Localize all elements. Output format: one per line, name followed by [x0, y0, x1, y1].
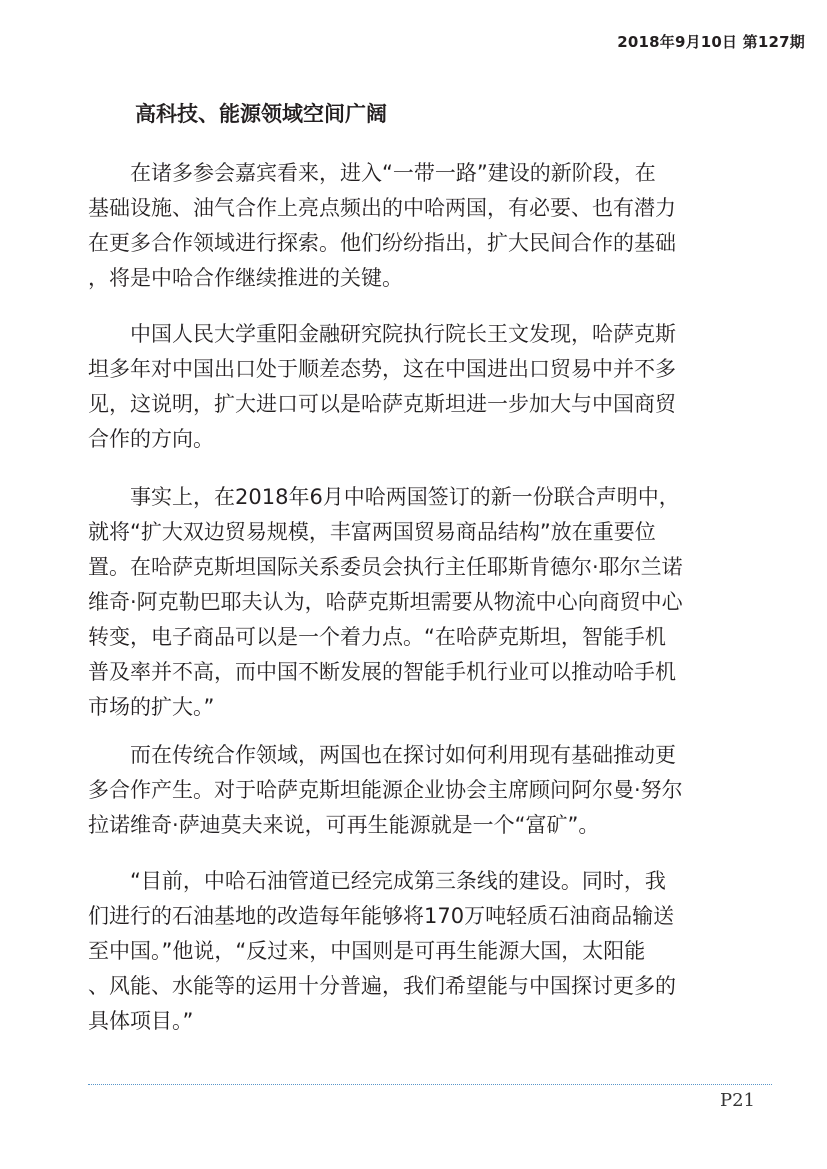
text-line: 维奇·阿克勒巴耶夫认为，哈萨克斯坦需要从物流中心向商贸中心 — [88, 590, 683, 614]
text-line: “目前，中哈石油管道已经完成第三条线的建设。同时，我 — [88, 869, 666, 893]
text-line: 在更多合作领域进行探索。他们纷纷指出，扩大民间合作的基础 — [88, 231, 676, 255]
text-line: 至中国。”他说，“反过来，中国则是可再生能源大国，太阳能 — [88, 939, 646, 963]
issue-date-label: 2018年9月10日 第127期 — [617, 33, 805, 51]
paragraph-5 — [88, 864, 748, 1039]
text-line: 多合作产生。对于哈萨克斯坦能源企业协会主席顾问阿尔曼·努尔 — [88, 778, 683, 802]
paragraph-3 — [88, 480, 748, 725]
paragraph-4 — [88, 738, 748, 843]
text-line: 转变，电子商品可以是一个着力点。“在哈萨克斯坦，智能手机 — [88, 625, 666, 649]
text-line: 见，这说明，扩大进口可以是哈萨克斯坦进一步加大与中国商贸 — [88, 392, 676, 416]
text-line: 们进行的石油基地的改造每年能够将170万吨轻质石油商品输送 — [88, 904, 675, 928]
paragraph-1 — [88, 156, 748, 296]
text-line: 在诸多参会嘉宾看来，进入“一带一路”建设的新阶段，在 — [88, 161, 656, 185]
text-line: 拉诺维奇·萨迪莫夫来说，可再生能源就是一个“富矿”。 — [88, 813, 600, 837]
text-line: 、风能、水能等的运用十分普遍，我们希望能与中国探讨更多的 — [88, 974, 676, 998]
paragraph-2 — [88, 317, 748, 457]
text-line: 就将“扩大双边贸易规模，丰富两国贸易商品结构”放在重要位 — [88, 520, 656, 544]
text-line: 而在传统合作领域，两国也在探讨如何利用现有基础推动更 — [88, 743, 676, 767]
footer-divider — [88, 1084, 772, 1085]
text-line: 置。在哈萨克斯坦国际关系委员会执行主任耶斯肯德尔·耶尔兰诺 — [88, 555, 683, 579]
text-line: 合作的方向。 — [88, 427, 214, 451]
section-title: 高科技、能源领域空间广阔 — [135, 102, 387, 126]
text-line: 具体项目。” — [88, 1009, 194, 1033]
text-line: 基础设施、油气合作上亮点频出的中哈两国，有必要、也有潜力 — [88, 196, 676, 220]
text-line: 坦多年对中国出口处于顺差态势，这在中国进出口贸易中并不多 — [88, 357, 676, 381]
text-line: ，将是中哈合作继续推进的关键。 — [88, 266, 403, 290]
text-line: 市场的扩大。” — [88, 695, 215, 719]
page-number: P21 — [719, 1090, 755, 1111]
text-line: 中国人民大学重阳金融研究院执行院长王文发现，哈萨克斯 — [88, 322, 676, 346]
text-line: 事实上，在2018年6月中哈两国签订的新一份联合声明中， — [88, 485, 680, 509]
text-line: 普及率并不高，而中国不断发展的智能手机行业可以推动哈手机 — [88, 660, 676, 684]
